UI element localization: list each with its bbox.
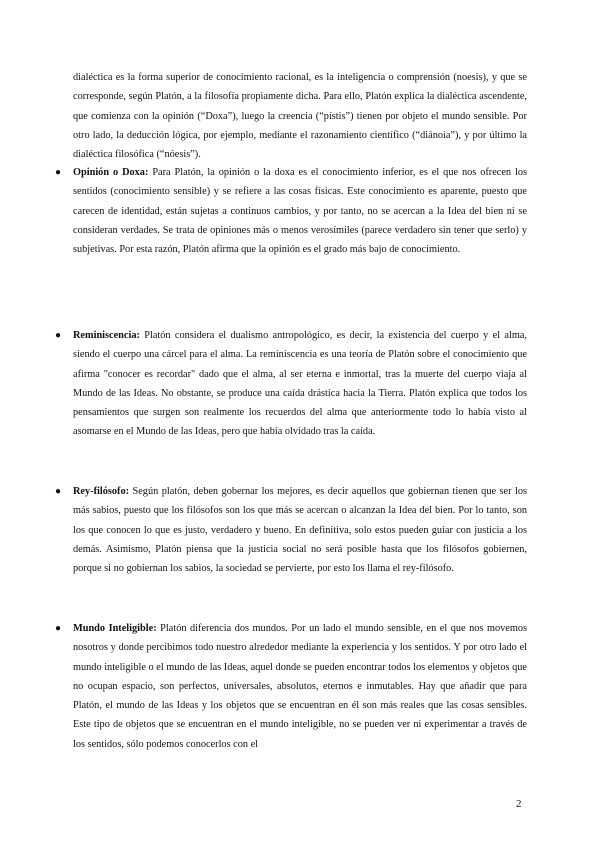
- list-item-body: Platón diferencia dos mundos. Por un lado el mundo sensible, en el que nos movemos nosotros y donde percibimos todo nuestro alrededor mediante la experiencia y los sentidos. Y por otro lado el mundo inteligible o el mundo de las Ideas, aquel donde se pueden encontrar todos los elementos y objetos que no ocupan espacio, son perfectos, universales, absolutos, eternos e inmutables. Hay que añadir que para Platón, el mundo de las Ideas y los objetos que se encuentran en él son más reales que las cosas sensibles. Este tipo de objetos que se encuentran en el mundo inteligible, no se pueden ver ni experimentar a través de los sentidos, sólo podemos conocerlos con el: [73, 623, 528, 750]
- bullet-icon: ●: [55, 167, 62, 178]
- list-item-text: [73, 326, 527, 442]
- bullet-icon: ●: [55, 623, 62, 634]
- list-item-body: Según platón, deben gobernar los mejores, es decir aquellos que gobiernan tienen que ser los más sabios, puesto que los filósofos son los que más se acercan o alcanzan la Idea del bien. Por lo tanto, son los que conocen lo que es justo, verdadero y bueno. En definitiva, solo estos pueden guiar con justicia a los demás. Asimismo, Platón piensa que la justicia social no será posible hasta que los filósofos gobiernen, porque si no gobiernan los sabios, la sociedad se pervierte, por esto los llama el rey-filósofo.: [73, 486, 527, 575]
- bullet-icon: ●: [55, 486, 62, 497]
- list-item: [55, 163, 527, 259]
- list-item: [55, 619, 527, 754]
- list-item-text: [73, 482, 527, 578]
- list-item: [55, 482, 527, 578]
- bullet-icon: ●: [55, 330, 62, 341]
- page-number: 2: [516, 798, 522, 810]
- list-item-body: Platón considera el dualismo antropológico, es decir, la existencia del cuerpo y el alma, siendo el cuerpo una cárcel para el alma. La reminiscencia es una teoría de Platón sobre el conocimiento que afirma "conocer es recordar" dado que el alma, al ser eterna e inmortal, tras la muerte del cuerpo viaja al Mundo de las Ideas. No obstante, se produce una caída drástica hacia la Tierra. Platón explica que todos los pensamientos que surgen son realmente los recuerdos del alma que anteriormente todo lo había visto al asomarse en el Mundo de las Ideas, pero que había olvidado tras la caída.: [73, 330, 527, 438]
- list-item-text: [73, 163, 527, 259]
- list-item-term: Reminiscencia:: [73, 330, 140, 341]
- list-item-term: Mundo Inteligible:: [73, 623, 157, 634]
- list-item-body: Para Platón, la opinión o la doxa es el conocimiento inferior, es el que nos ofrecen los sentidos (conocimiento sensible) y se refiere a las cosas físicas. Este conocimiento es aparente, puesto que carecen de identidad, están sujetas a continuos cambios, y por tanto, no se acercan a la Idea del bien ni se consideran verdades. Se trata de opiniones más o menos verosímiles (parece verdadero sin tener que serlo) y subjetivas. Por esta razón, Platón afirma que la opinión es el grado más bajo de conocimiento.: [73, 167, 528, 256]
- intro-paragraph: dialéctica es la forma superior de conocimiento racional, es la inteligencia o comprensión (noesis), y que se corresponde, según Platón, a la filosofía propiamente dicha. Para ello, Platón explica la dialéctica ascendente, que comienza con la opinión (“Doxa”), luego la creencia (“pístis”) tienen por objeto el mundo sensible. Por otro lado, la deducción lógica, por ejemplo, mediante el razonamiento científico (“diánoia”), y por último la dialéctica filosófica (“nóesis”).: [73, 72, 527, 161]
- list-item-term: Opinión o Doxa:: [73, 167, 149, 178]
- list-item-text: [73, 619, 527, 754]
- list-item-term: Rey-filósofo:: [73, 486, 130, 497]
- list-item: [55, 326, 527, 442]
